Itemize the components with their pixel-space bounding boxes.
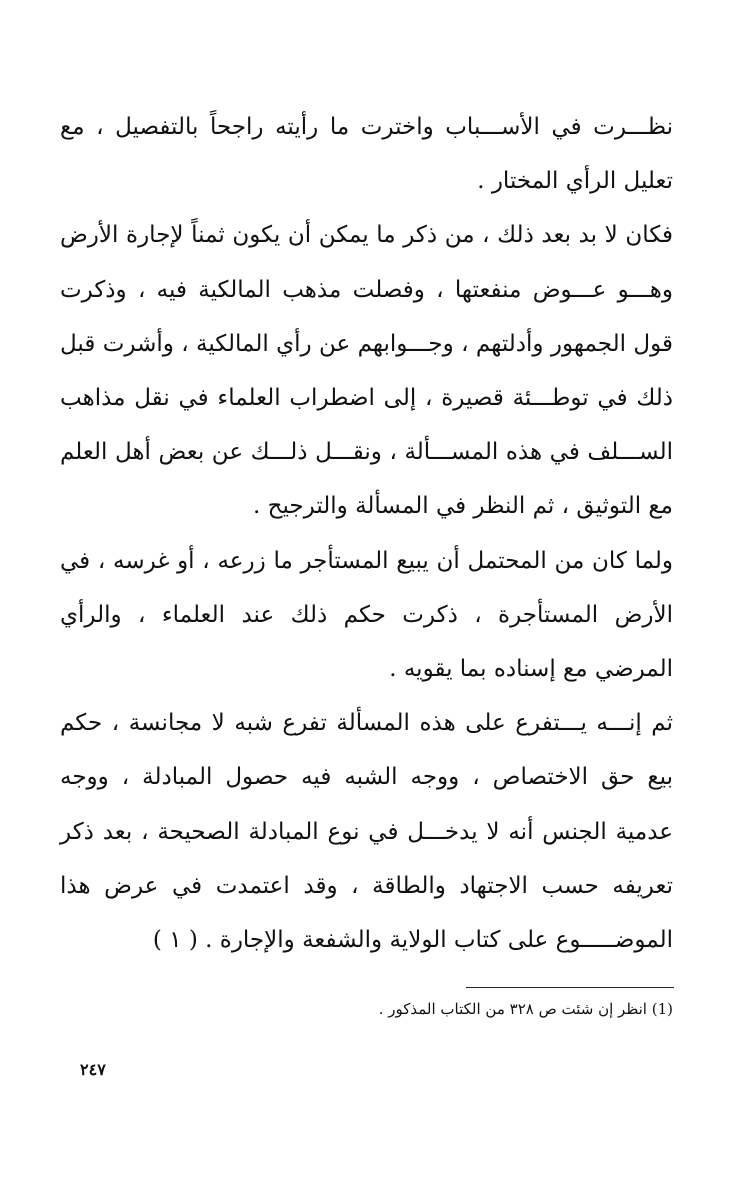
body-text [60,100,673,967]
footnote: (1) انظر إن شئت ص ٣٢٨ من الكتاب المذكور . [378,1000,673,1018]
paragraph-1: نظـــرت في الأســـباب واخترت ما رأيته راجحاً بالتفصيل ، مع تعليل الرأي المختار . [60,114,673,195]
footnote-divider [466,987,674,988]
paragraph-3: ولما كان من المحتمل أن يبيع المستأجر ما زرعه ، أو غرسه ، في الأرض المستأجرة ، ذكرت حكم ذلك عند العلماء ، والرأي المرضي مع إسناده بما يقويه . [60,547,673,683]
paragraph-2: فكان لا بد بعد ذلك ، من ذكر ما يمكن أن يكون ثمناً لإجارة الأرض وهـــو عـــوض منفعتها ، وفصلت مذهب المالكية فيه ، وذكرت قول الجمهور وأدلتهم ، وجـــوابهم عن رأي المالكية ، وأشرت قبل ذلك في توطـــئة قصيرة ، إلى اضطراب العلماء في نقل مذاهب الســـلف في هذه المســـألة ، ونقـــل ذلـــك عن بعض أهل العلم مع التوثيق ، ثم النظر في المسألة والترجيح . [60,222,673,520]
paragraph-4: ثم إنـــه يـــتفرع على هذه المسألة تفرع شبه لا مجانسة ، حكم بيع حق الاختصاص ، ووجه الشبه فيه حصول المبادلة ، ووجه عدمية الجنس أنه لا يدخـــل في نوع المبادلة الصحيحة ، بعد ذكر تعريفه حسب الاجتهاد والطاقة ، وقد اعتمدت في عرض هذا الموضـــــوع على كتاب الولاية والشفعة والإجارة . ( ١ ) [60,710,673,954]
page-number: ٢٤٧ [80,1060,106,1079]
